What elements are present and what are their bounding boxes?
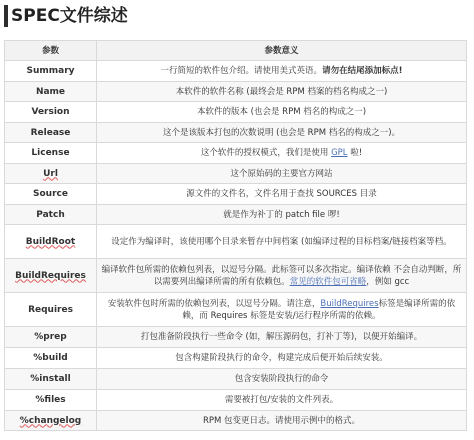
- meaning-text: 编译软件包所需的依赖包列表，以逗号分隔。此标签可以多次指定。编译依赖 不会自动判断，所以需要列出编译所需的所有依赖包。: [101, 264, 462, 287]
- meaning-files: 需要被打包/安装的文件列表。: [97, 390, 467, 411]
- buildrequires-link[interactable]: BuildRequires: [320, 298, 379, 309]
- param-patch: Patch: [5, 205, 97, 225]
- meaning-summary: [97, 61, 467, 82]
- table-row: [5, 259, 467, 293]
- table-row: [5, 369, 467, 390]
- meaning-version: 本软件的版本 (也会是 RPM 档名的构成之一): [97, 102, 467, 123]
- param-summary: Summary: [5, 61, 97, 82]
- meaning-buildroot: 设定作为编译时，该使用哪个目录来暂存中间档案 (如编译过程的目标档案/链接档案等档。: [97, 225, 467, 259]
- meaning-text-post: 啦!: [350, 148, 363, 158]
- meaning-strong-text: 请勿在结尾添加标点!: [322, 66, 403, 76]
- table-row: [5, 82, 467, 102]
- meaning-patch: 就是作为补丁的 patch file 啰!: [97, 205, 467, 225]
- meaning-name: 本软件的软件名称 (最终会是 RPM 档案的档名构成之一): [97, 82, 467, 102]
- table-row: [5, 411, 467, 431]
- param-build: %build: [5, 348, 97, 369]
- meaning-text-post: 标签是编译所需的依赖，而 Requires 标签是安装/运行程序所需的依赖。: [182, 298, 456, 321]
- param-requires: Requires: [5, 293, 97, 327]
- meaning-release: 这个是该版本打包的次数说明 (也会是 RPM 档名的构成之一)。: [97, 123, 467, 143]
- table-row: [5, 164, 467, 184]
- gpl-link[interactable]: GPL: [331, 148, 348, 158]
- param-source: Source: [5, 184, 97, 205]
- meaning-source: 源文件的文件名，文件名用于查找 SOURCES 目录: [97, 184, 467, 205]
- title-accent-bar: [4, 5, 8, 27]
- meaning-build: 包含构建阶段执行的命令，构建完成后便开始后续安装。: [97, 348, 467, 369]
- param-license: License: [5, 143, 97, 164]
- table-row: [5, 293, 467, 327]
- table-row: [5, 205, 467, 225]
- header-meaning: 参数意义: [97, 41, 467, 61]
- param-buildroot: BuildRoot: [5, 225, 97, 259]
- meaning-url: 这个原始码的主要官方网站: [97, 164, 467, 184]
- param-url: Url: [5, 164, 97, 184]
- meaning-text-post: ，例如 gcc: [366, 276, 410, 287]
- table-row: [5, 225, 467, 259]
- param-files: %files: [5, 390, 97, 411]
- meaning-install: 包含安装阶段执行的命令: [97, 369, 467, 390]
- table-row: [5, 390, 467, 411]
- param-prep: %prep: [5, 327, 97, 348]
- table-row: [5, 123, 467, 143]
- table-row: [5, 61, 467, 82]
- param-install: %install: [5, 369, 97, 390]
- page-title: SPEC文件综述: [11, 6, 128, 26]
- param-changelog: %changelog: [5, 411, 97, 431]
- meaning-text: 安装软件包时所需的依赖包列表，以逗号分隔。请注意，: [107, 298, 321, 309]
- meaning-prep: 打包准备阶段执行一些命令 (如，解压源码包，打补丁等)，以便开始编译。: [97, 327, 467, 348]
- param-buildrequires: BuildRequires: [5, 259, 97, 293]
- table-row: [5, 184, 467, 205]
- param-release: Release: [5, 123, 97, 143]
- omit-common-link[interactable]: 常见的软件包可省略: [289, 276, 367, 287]
- table-row: [5, 327, 467, 348]
- table-header-row: [5, 41, 467, 61]
- table-row: [5, 102, 467, 123]
- table-row: [5, 143, 467, 164]
- meaning-text: 这个软件的授权模式，我们是使用: [200, 148, 329, 158]
- meaning-text: 一行简短的软件包介绍。请使用美式英语。: [160, 66, 323, 76]
- param-name: Name: [5, 82, 97, 102]
- meaning-requires: [97, 293, 467, 327]
- table-row: [5, 348, 467, 369]
- meaning-buildrequires: [97, 259, 467, 293]
- param-version: Version: [5, 102, 97, 123]
- meaning-license: [97, 143, 467, 164]
- header-param: 参数: [5, 41, 97, 61]
- meaning-changelog: RPM 包变更日志。请使用示例中的格式。: [97, 411, 467, 431]
- spec-table: [4, 40, 467, 431]
